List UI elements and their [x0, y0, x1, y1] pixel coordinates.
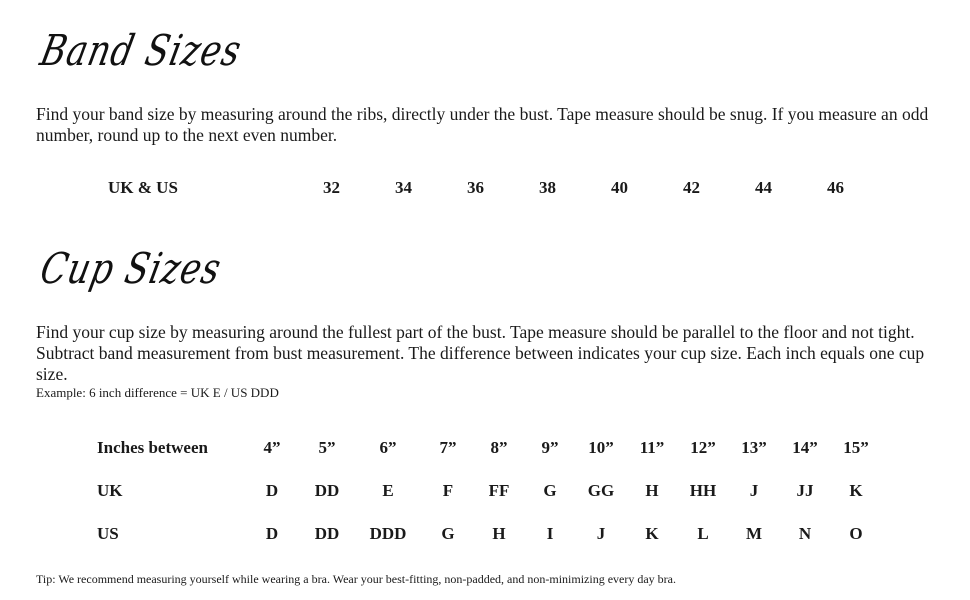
- us-cell: L: [697, 524, 709, 543]
- uk-cell: G: [543, 481, 557, 500]
- inches-cell: 11”: [639, 438, 665, 457]
- us-cell: G: [441, 524, 455, 543]
- uk-cell: HH: [689, 481, 717, 500]
- inches-cell: 12”: [690, 438, 716, 457]
- row-label: US: [97, 524, 119, 543]
- uk-cell: F: [442, 481, 454, 500]
- us-cell: H: [492, 524, 506, 543]
- uk-cell: H: [645, 481, 659, 500]
- cup-sizes-title: Cup Sizes: [36, 244, 226, 294]
- uk-cell: E: [382, 481, 394, 500]
- inches-cell: 8”: [490, 438, 508, 457]
- inches-cell: 9”: [541, 438, 559, 457]
- inches-cell: 6”: [379, 438, 397, 457]
- measuring-tip: Tip: We recommend measuring yourself while wearing a bra. Wear your best-fitting, non-padded, and non-minimizing every day bra.: [36, 572, 677, 586]
- uk-cell: J: [749, 481, 759, 500]
- us-cell: K: [645, 524, 659, 543]
- inches-cell: 13”: [741, 438, 767, 457]
- inches-between-row: [0, 438, 970, 462]
- band-size-value: 34: [395, 178, 412, 197]
- band-size-row: [0, 178, 970, 202]
- us-cell: DD: [314, 524, 340, 543]
- inches-cell: 15”: [843, 438, 869, 457]
- us-cell: N: [798, 524, 812, 543]
- band-size-value: 46: [827, 178, 844, 197]
- uk-cell: DD: [314, 481, 340, 500]
- band-size-instructions: Find your band size by measuring around the ribs, directly under the bust. Tape measure should be snug. If you measure an odd number, round up to the next even number.: [36, 104, 929, 145]
- inches-cell: 10”: [588, 438, 614, 457]
- inches-cell: 5”: [318, 438, 336, 457]
- us-cell: D: [265, 524, 279, 543]
- band-size-value: 36: [467, 178, 484, 197]
- uk-cell: GG: [587, 481, 615, 500]
- inches-cell: 7”: [439, 438, 457, 457]
- band-size-value: 32: [323, 178, 340, 197]
- us-cell: J: [596, 524, 606, 543]
- us-size-row: [0, 524, 970, 548]
- band-size-value: 44: [755, 178, 772, 197]
- band-sizes-title: Band Sizes: [36, 26, 247, 76]
- band-size-value: 38: [539, 178, 556, 197]
- uk-cell: FF: [488, 481, 510, 500]
- band-row-label: UK & US: [108, 178, 178, 197]
- row-label: Inches between: [97, 438, 208, 457]
- row-label: UK: [97, 481, 123, 500]
- uk-cell: JJ: [796, 481, 814, 500]
- band-size-value: 40: [611, 178, 628, 197]
- uk-size-row: [0, 481, 970, 505]
- us-cell: DDD: [369, 524, 407, 543]
- band-size-value: 42: [683, 178, 700, 197]
- us-cell: O: [849, 524, 863, 543]
- us-cell: M: [745, 524, 763, 543]
- cup-size-instructions: Find your cup size by measuring around the fullest part of the bust. Tape measure should be parallel to the floor and not tight. Subtract band measurement from bust measurement. The difference between indicates your cup size. Each inch equals one cup size.: [36, 322, 925, 384]
- uk-cell: D: [265, 481, 279, 500]
- us-cell: I: [546, 524, 554, 543]
- cup-size-example: Example: 6 inch difference = UK E / US DDD: [36, 385, 279, 400]
- uk-cell: K: [849, 481, 863, 500]
- inches-cell: 14”: [792, 438, 818, 457]
- inches-cell: 4”: [263, 438, 281, 457]
